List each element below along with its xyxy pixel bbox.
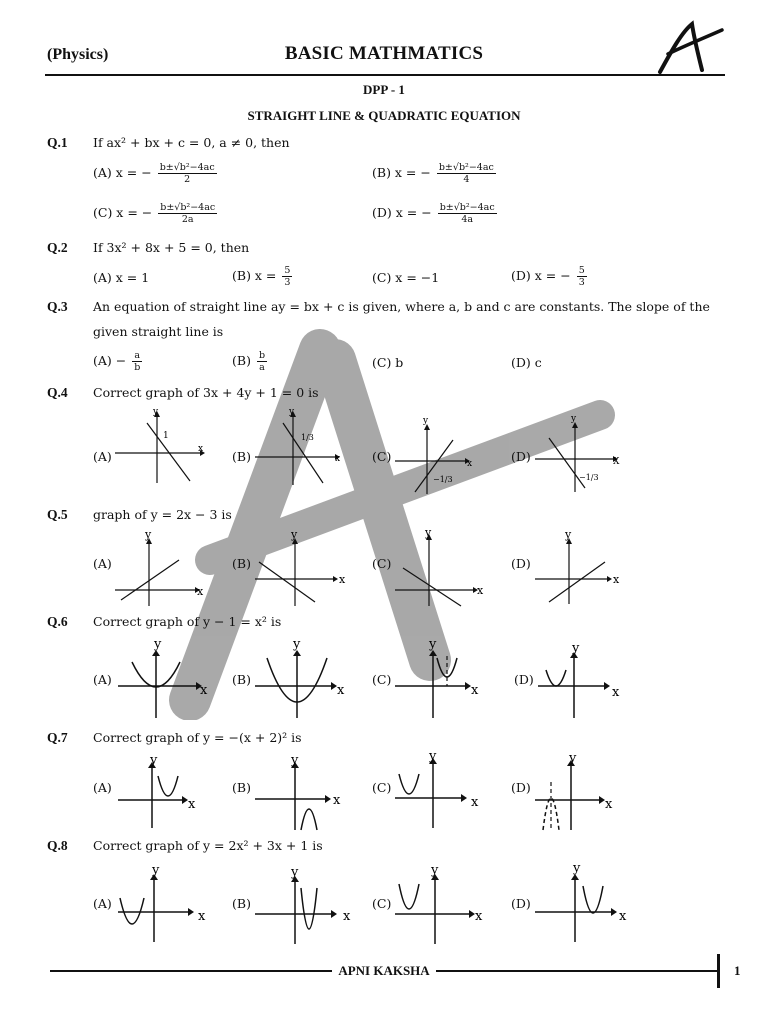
question-text: If 3x² + 8x + 5 = 0, then [93, 240, 250, 255]
question-text: An equation of straight line ay = bx + c is given, where a, b and c are constants. The slope of the [93, 299, 710, 314]
fraction-denominator: 4 [463, 174, 470, 185]
option-b: (B) [232, 556, 251, 571]
footer-brand: APNI KAKSHA [338, 963, 430, 978]
graph-q5-d [535, 528, 635, 608]
graph-q7-c [395, 750, 495, 830]
axis-y-label: y [291, 528, 298, 541]
graph-q8-b [255, 860, 355, 946]
fraction-numerator: a [132, 350, 142, 362]
axis-y-label: y [425, 528, 432, 539]
footer-divider [717, 954, 720, 988]
axis-x-label: x [613, 573, 620, 586]
fraction-denominator: 2 [184, 174, 191, 185]
option-label: (A) − [93, 353, 127, 368]
option-label: (B) x = [232, 268, 277, 283]
option-d: (D) c [511, 355, 542, 370]
option-c: (C) b [372, 355, 404, 370]
graph-q5-b [255, 528, 355, 608]
graph-q4-b [255, 405, 355, 485]
option-b [372, 162, 496, 185]
option-b: (B) [232, 672, 251, 687]
axis-x-label: x [188, 797, 196, 812]
graph-q5-a [115, 528, 215, 608]
option-c [93, 202, 217, 225]
axis-x-label: x [477, 584, 484, 597]
axis-x-label: x [605, 797, 613, 812]
graph-q6-a [118, 634, 218, 720]
fraction-numerator: b±√b²−4ac [438, 162, 494, 173]
option-d: (D) [511, 896, 531, 911]
question-text-line2: given straight line is [93, 324, 224, 339]
question-number: Q.7 [47, 730, 68, 745]
option-a [93, 350, 142, 373]
option-label: (D) x = − [511, 268, 571, 283]
question-text: Correct graph of y = −(x + 2)² is [93, 730, 302, 745]
option-label: (A) x = − [93, 165, 152, 180]
fraction-numerator: b±√b²−4ac [439, 202, 495, 213]
subject-label: (Physics) [47, 46, 109, 63]
option-a [93, 162, 217, 185]
option-d: (D) [511, 449, 531, 464]
option-a: (A) [93, 896, 112, 911]
intercept-label: 1/3 [301, 433, 314, 442]
graph-q7-d [535, 752, 635, 832]
fraction-numerator: 5 [284, 265, 291, 276]
axis-y-label: y [569, 752, 577, 766]
axis-y-label: y [423, 416, 429, 426]
option-a: (A) [93, 449, 112, 464]
fraction [158, 162, 217, 185]
fraction-denominator: 3 [578, 277, 585, 288]
axis-y-label: y [150, 753, 158, 768]
axis-y-label: y [145, 528, 152, 541]
question-number: Q.8 [47, 838, 68, 853]
axis-x-label: x [471, 795, 479, 810]
dpp-label: DPP - 1 [363, 82, 405, 97]
fraction-denominator: b [134, 362, 141, 373]
fraction [282, 265, 292, 288]
axis-x-label: x [471, 683, 479, 698]
axis-y-label: y [429, 750, 437, 764]
axis-y-label: y [565, 528, 572, 541]
page-number: 1 [734, 963, 741, 978]
fraction-numerator: b±√b²−4ac [159, 162, 215, 173]
option-c: (C) [372, 896, 392, 911]
graph-q7-a [118, 752, 218, 832]
option-b: (B) [232, 780, 251, 795]
intercept-label: −1/3 [433, 475, 453, 484]
option-c: (C) [372, 672, 392, 687]
fraction [577, 265, 587, 288]
fraction-numerator: b±√b²−4ac [160, 202, 216, 213]
question-number: Q.5 [47, 507, 68, 522]
option-c: (C) [372, 556, 392, 571]
question-number: Q.6 [47, 614, 68, 629]
graph-q4-c [395, 410, 505, 495]
option-a: (A) x = 1 [93, 270, 150, 285]
axis-x-label: x [343, 909, 351, 924]
axis-x-label: x [337, 683, 345, 698]
axis-x-label: x [333, 793, 341, 808]
question-number: Q.3 [47, 299, 68, 314]
axis-x-label: x [467, 459, 473, 469]
option-b [232, 350, 267, 373]
option-label: (C) x = − [93, 205, 153, 220]
axis-x-label: x [198, 909, 206, 924]
axis-y-label: y [289, 407, 295, 417]
axis-y-label: y [293, 637, 301, 652]
axis-y-label: y [573, 861, 581, 876]
option-label: (B) x = − [372, 165, 431, 180]
graph-q6-c [395, 634, 495, 720]
intercept-label: 1 [163, 431, 169, 441]
axis-y-label: y [431, 863, 439, 878]
option-label: (B) [232, 353, 251, 368]
option-a: (A) [93, 672, 112, 687]
axis-x-label: x [197, 585, 204, 598]
question-number: Q.4 [47, 385, 68, 400]
fraction-denominator: a [259, 362, 265, 373]
graph-q6-b [255, 634, 355, 720]
fraction-numerator: b [258, 350, 266, 361]
axis-x-label: x [612, 685, 620, 700]
question-text: Correct graph of 3x + 4y + 1 = 0 is [93, 385, 319, 400]
option-label: (D) x = − [372, 205, 432, 220]
axis-x-label: x [198, 444, 204, 454]
axis-x-label: x [339, 573, 346, 586]
option-b [232, 265, 292, 288]
axis-y-label: y [571, 414, 577, 424]
option-b: (B) [232, 449, 251, 464]
axis-x-label: x [475, 909, 483, 924]
axis-y-label: y [153, 407, 159, 417]
graph-q6-d [538, 640, 638, 720]
option-c: (C) [372, 780, 392, 795]
fraction [132, 350, 142, 373]
option-a: (A) [93, 780, 112, 795]
graph-q7-b [255, 752, 355, 832]
option-c: (C) [372, 449, 392, 464]
option-d: (D) [511, 556, 531, 571]
axis-y-label: y [291, 865, 299, 880]
graph-q8-c [395, 860, 495, 946]
option-c: (C) x = −1 [372, 270, 440, 285]
fraction [437, 162, 496, 185]
fraction-denominator: 2a [181, 214, 194, 225]
question-number: Q.1 [47, 135, 68, 150]
graph-q8-a [118, 858, 218, 944]
axis-y-label: y [154, 637, 162, 652]
fraction [257, 350, 267, 373]
header-rule [45, 74, 725, 76]
axis-x-label: x [619, 909, 627, 924]
question-number: Q.2 [47, 240, 68, 255]
axis-y-label: y [429, 637, 437, 652]
axis-x-label: x [200, 683, 208, 698]
intercept-label: −1/3 [579, 473, 599, 482]
option-d: (D) [511, 780, 531, 795]
option-b: (B) [232, 896, 251, 911]
question-text: graph of y = 2x − 3 is [93, 507, 232, 522]
axis-x-label: x [335, 454, 341, 464]
axis-y-label: y [291, 753, 299, 768]
option-d [511, 265, 587, 288]
graph-q5-c [395, 528, 495, 608]
option-d [372, 202, 497, 225]
page-title: BASIC MATHMATICS [284, 43, 484, 64]
fraction [438, 202, 497, 225]
topic-title: STRAIGHT LINE & QUADRATIC EQUATION [247, 108, 521, 123]
graph-q8-d [535, 858, 635, 944]
option-d: (D) [514, 672, 534, 687]
axis-y-label: y [152, 863, 160, 878]
fraction-numerator: 5 [578, 265, 585, 276]
fraction-denominator: 4a [461, 214, 474, 225]
question-text: Correct graph of y − 1 = x² is [93, 614, 282, 629]
question-text: Correct graph of y = 2x² + 3x + 1 is [93, 838, 323, 853]
graph-q4-d [535, 408, 635, 493]
axis-x-label: X [613, 457, 620, 467]
question-text: If ax² + bx + c = 0, a ≠ 0, then [93, 135, 290, 150]
option-a: (A) [93, 556, 112, 571]
graph-q4-a [115, 405, 215, 485]
brand-logo [654, 20, 726, 76]
fraction-denominator: 3 [284, 277, 291, 288]
axis-y-label: y [572, 641, 580, 656]
fraction [158, 202, 217, 225]
